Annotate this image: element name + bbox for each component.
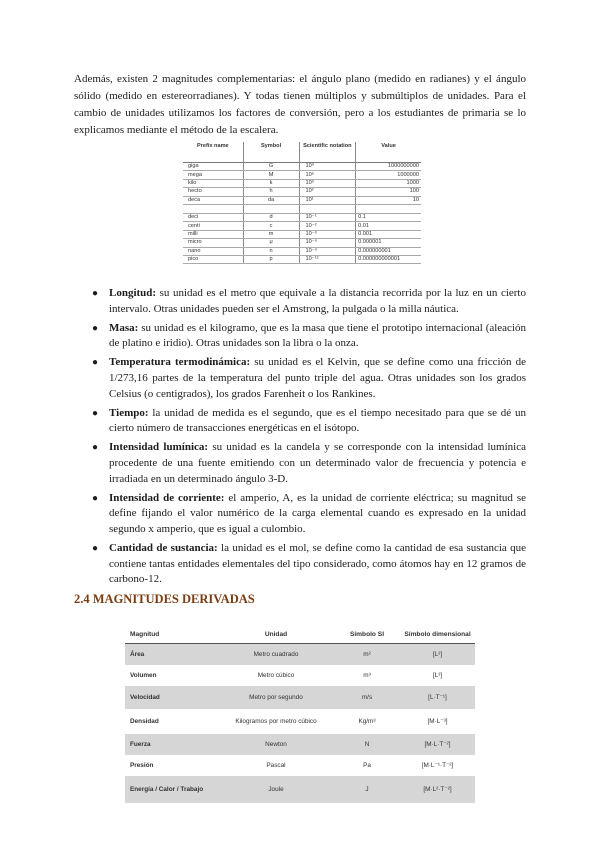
prefix-row: [183, 188, 421, 196]
prefix-notation-cell: 10¹: [299, 196, 356, 204]
prefix-row: [183, 163, 421, 171]
simbolo-si-cell: Pa: [363, 761, 371, 769]
simbolo-dimensional-cell: [L³]: [432, 671, 443, 679]
unit-term: Longitud:: [109, 287, 157, 299]
prefix-table-body: [183, 163, 421, 264]
simbolo-si-cell: m³: [363, 671, 371, 679]
prefix-value-cell: 0.000000000001: [356, 255, 421, 263]
unidad-cell: Kilogramos por metro cúbico: [235, 717, 317, 725]
simbolo-dimensional-cell: [M·L⁻¹·T⁻²]: [421, 761, 454, 769]
prefix-name-cell: micro: [183, 239, 243, 247]
derived-table-figure: [125, 626, 475, 803]
unidad-cell: Pascal: [266, 761, 286, 769]
unit-description: la unidad de medida es el segundo, que es el tiempo necesitado para que se dé un cierto número de transacciones energéticas en el isótopo.: [109, 406, 526, 435]
header-magnitud: Magnitud: [125, 626, 218, 644]
list-item: [92, 541, 526, 588]
unidad-cell: Metro por segundo: [218, 686, 334, 709]
prefix-notation-cell: 10⁻¹: [299, 213, 356, 221]
magnitud-cell: Velocidad: [125, 686, 218, 709]
list-item: [92, 491, 526, 538]
section-heading: 2.4 MAGNITUDES DERIVADAS: [74, 592, 255, 606]
prefix-row: [183, 230, 421, 238]
prefix-symbol-cell: h: [243, 188, 299, 196]
simbolo-si-cell: N: [334, 734, 400, 755]
bullet-icon: ●: [92, 407, 99, 419]
spacer-cell: [183, 204, 243, 213]
unidad-cell: Newton: [218, 734, 334, 755]
prefix-row: [183, 255, 421, 263]
derived-magnitudes-table: [125, 626, 475, 803]
prefix-row: [183, 213, 421, 221]
unit-term: Temperatura termodinámica:: [109, 356, 251, 369]
prefix-symbol-cell: da: [243, 196, 299, 204]
prefix-symbol-cell: k: [243, 179, 299, 187]
prefix-name-cell: kilo: [183, 179, 243, 187]
simbolo-si-cell: Kg/m³: [358, 717, 376, 725]
unit-description: el amperio, A, es la unidad de corriente eléctrica; su magnitud se define fijando el valor numérico de la carga elemental cuando es expresado en la unidad segundo x amperio, que es igual a culombio.: [109, 491, 526, 535]
magnitud-cell: Área: [125, 644, 218, 666]
prefix-symbol-cell: m: [243, 230, 299, 238]
unidad-cell: Joule: [218, 776, 334, 803]
table-row: [125, 644, 475, 666]
prefix-name-cell: hecto: [183, 188, 243, 196]
prefix-name-cell: nano: [183, 247, 243, 255]
intro-paragraph: Además, existen 2 magnitudes complementarias: el ángulo plano (medido en radianes) y el ángulo sólido (medido en estereorradianes). Y todas tienen múltiplos y submúltiplos de unidades. Para el cambio de unidades utilizamos los factores de conversión, pero a los estudiantes de primaria se lo explicamos mediante el método de la escalera.: [74, 73, 526, 136]
prefix-value-cell: 10: [356, 196, 421, 204]
simbolo-dimensional-cell: [M·L·T⁻²]: [400, 734, 475, 755]
header-unidad: Unidad: [218, 626, 334, 644]
bullet-icon: ●: [92, 357, 99, 369]
prefix-name-cell: pico: [183, 255, 243, 263]
prefix-row: [183, 179, 421, 187]
prefix-notation-cell: 10⁻⁶: [299, 239, 356, 247]
prefix-symbol-cell: c: [243, 222, 299, 230]
simbolo-si-cell: m/s: [334, 686, 400, 709]
prefix-name-cell: milli: [183, 230, 243, 238]
unit-description: su unidad es el Kelvin, que se define como una fricción de 1/273,16 partes de la temperatura del punto triple del agua. Otras unidades son los grados Celsius (o centigrados), los grados Farenheit o los Rankines.: [109, 356, 526, 400]
bullet-icon: ●: [92, 492, 99, 504]
table-row: [125, 755, 475, 776]
bullet-icon: ●: [92, 542, 99, 554]
unit-description: su unidad es el kilogramo, que es la masa que tiene el prototipo internacional (aleación de platino e iridio). Otras unidades son la libra o la onza.: [109, 321, 526, 350]
simbolo-si-cell: J: [334, 776, 400, 803]
prefix-name-cell: giga: [183, 163, 243, 171]
prefix-symbol-cell: μ: [243, 239, 299, 247]
list-item: [92, 355, 526, 402]
prefix-row: [183, 239, 421, 247]
table-row: [125, 665, 475, 686]
header-symbol: Symbol: [243, 142, 299, 163]
prefix-notation-cell: 10⁶: [299, 171, 356, 179]
prefix-notation-cell: 10²: [299, 188, 356, 196]
unit-description: su unidad es la candela y se corresponde con la intensidad lumínica procedente de una fuente emitiendo con un determinado valor de frecuencia y potencia e irradiada en un determinado ángulo 3-D.: [109, 441, 526, 485]
header-simbolo-dimensional: Símbolo dimensional: [400, 626, 475, 644]
simbolo-dimensional-cell: [L²]: [400, 644, 475, 666]
unit-term: Cantidad de sustancia:: [109, 541, 218, 554]
prefix-notation-cell: 10⁻³: [299, 230, 356, 238]
unit-term: Intensidad lumínica:: [109, 441, 209, 454]
prefix-symbol-cell: G: [243, 163, 299, 171]
prefix-table: [183, 142, 421, 264]
prefix-name-cell: centi: [183, 222, 243, 230]
prefix-name-cell: deci: [183, 213, 243, 221]
header-value: Value: [356, 142, 421, 163]
prefix-value-cell: 0.000001: [356, 239, 421, 247]
prefix-value-cell: 0.001: [356, 230, 421, 238]
derived-table-header: [125, 626, 475, 644]
prefix-symbol-cell: M: [243, 171, 299, 179]
prefix-value-cell: 1000: [356, 179, 421, 187]
base-units-list: [92, 286, 526, 591]
magnitud-cell: Presión: [130, 761, 154, 769]
simbolo-si-cell: m²: [334, 644, 400, 666]
prefix-row: [183, 196, 421, 204]
list-item: [92, 406, 526, 437]
prefix-notation-cell: 10⁻²: [299, 222, 356, 230]
bullet-icon: ●: [92, 442, 99, 454]
prefix-name-cell: mega: [183, 171, 243, 179]
prefix-row: [183, 171, 421, 179]
prefix-symbol-cell: p: [243, 255, 299, 263]
prefix-value-cell: 0.000000001: [356, 247, 421, 255]
prefix-notation-cell: 10⁻⁹: [299, 247, 356, 255]
magnitud-cell: Fuerza: [125, 734, 218, 755]
magnitud-cell: Volumen: [130, 671, 157, 679]
bullet-icon: ●: [92, 322, 99, 334]
table-row: [125, 686, 475, 709]
prefix-notation-cell: 10⁻¹²: [299, 255, 356, 263]
unit-term: Masa:: [109, 321, 139, 334]
header-scientific-notation: Scientific notation: [299, 142, 356, 163]
prefix-spacer-row: [183, 204, 421, 213]
prefix-row: [183, 222, 421, 230]
list-item: [92, 321, 526, 352]
unidad-cell: Metro cuadrado: [218, 644, 334, 666]
prefix-symbol-cell: n: [243, 247, 299, 255]
spacer-cell: [299, 204, 356, 213]
prefix-value-cell: 0.1: [356, 213, 421, 221]
unit-description: la unidad es el mol, se define como la cantidad de esa sustancia que contiene tantas entidades elementales del tipo considerado, como átomos hay en 12 gramos de carbono-12.: [109, 541, 527, 586]
simbolo-dimensional-cell: [M·L²·T⁻²]: [400, 776, 475, 803]
prefix-value-cell: 0.01: [356, 222, 421, 230]
header-prefix-name: Prefix name: [183, 142, 243, 163]
bullet-icon: ●: [92, 288, 99, 299]
header-simbolo-si: Símbolo SI: [334, 626, 400, 644]
unit-term: Tiempo:: [109, 406, 149, 419]
simbolo-dimensional-cell: [M·L⁻³]: [427, 717, 448, 725]
magnitud-cell: Densidad: [130, 717, 159, 725]
derived-table-body: [125, 644, 475, 804]
unit-description: su unidad es el metro que equivale a la distancia recorrida por la luz en un cierto intervalo. Otras unidades pueden ser el Amstrong, la pulgada o la milla náutica.: [109, 287, 526, 315]
prefix-row: [183, 247, 421, 255]
table-row: [125, 709, 475, 734]
table-row: [125, 776, 475, 803]
prefix-value-cell: 100: [356, 188, 421, 196]
prefix-value-cell: 1000000000: [356, 163, 421, 171]
prefix-table-figure: [183, 142, 421, 264]
spacer-cell: [356, 204, 421, 213]
list-item: [92, 440, 526, 487]
list-item: [92, 286, 526, 317]
prefix-table-header: [183, 142, 421, 163]
prefix-notation-cell: 10³: [299, 179, 356, 187]
prefix-name-cell: deca: [183, 196, 243, 204]
unidad-cell: Metro cúbico: [257, 671, 295, 679]
unit-term: Intensidad de corriente:: [109, 491, 225, 504]
table-row: [125, 734, 475, 755]
spacer-cell: [243, 204, 299, 213]
prefix-symbol-cell: d: [243, 213, 299, 221]
simbolo-dimensional-cell: [L·T⁻¹]: [400, 686, 475, 709]
magnitud-cell: Energía / Calor / Trabajo: [125, 776, 218, 803]
prefix-notation-cell: 10⁹: [299, 163, 356, 171]
prefix-value-cell: 1000000: [356, 171, 421, 179]
